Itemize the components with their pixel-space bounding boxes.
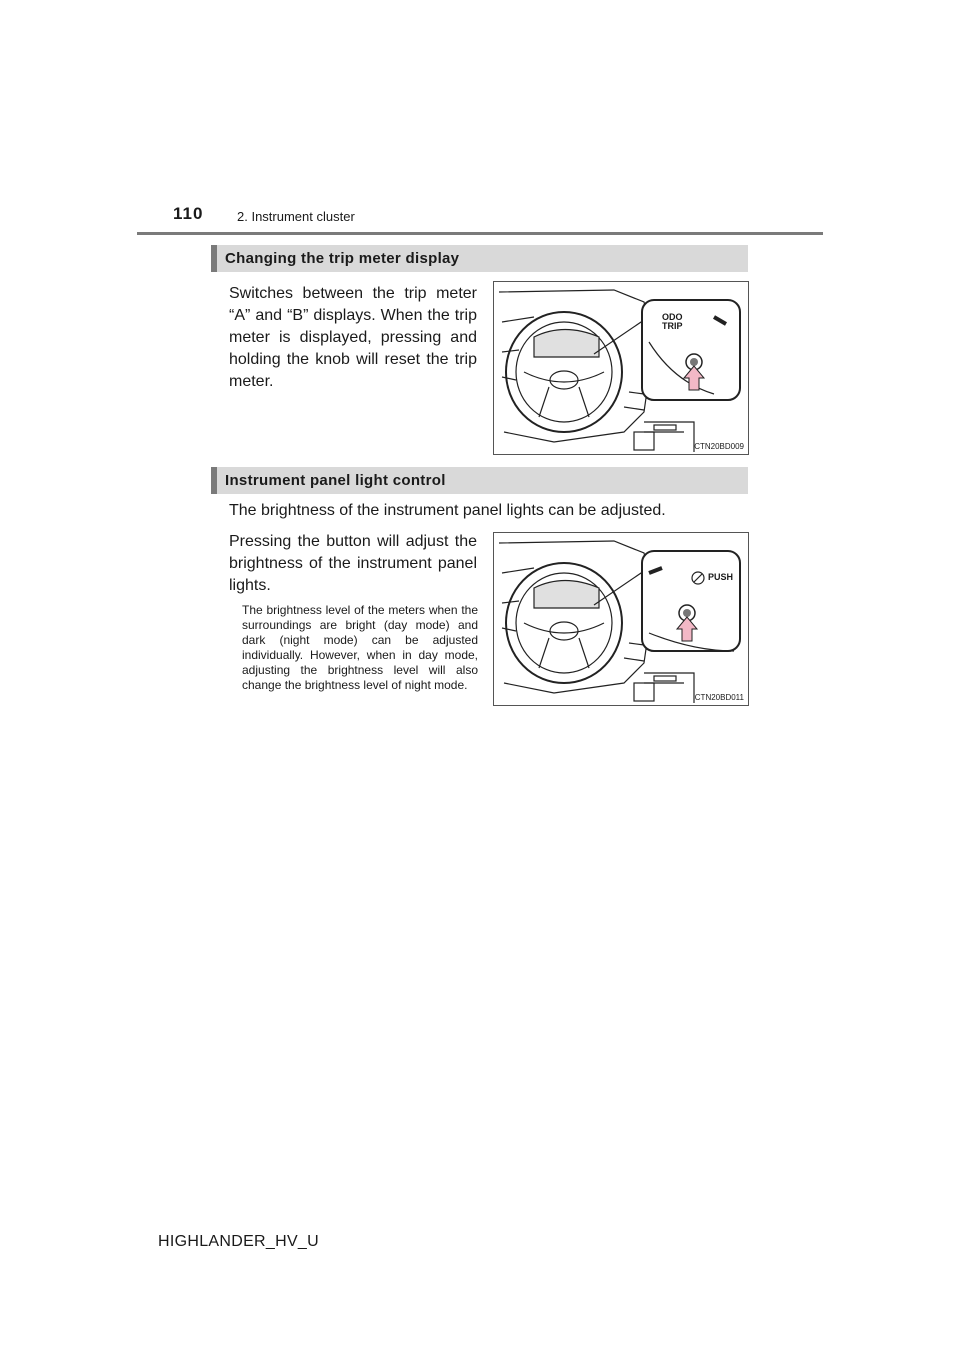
figure-code: CTN20BD011 bbox=[694, 693, 744, 702]
trip-label: TRIP bbox=[662, 321, 683, 331]
trip-meter-description: Switches between the trip meter “A” and “B” displays. When the trip meter is displayed, pressing and holding the knob will reset the trip meter. bbox=[229, 285, 477, 390]
footer-model: HIGHLANDER_HV_U bbox=[158, 1233, 319, 1250]
trip-meter-illustration bbox=[493, 281, 749, 455]
figure-code: CTN20BD009 bbox=[694, 442, 744, 451]
section-heading-text: Changing the trip meter display bbox=[225, 250, 460, 267]
page-number: 110 bbox=[173, 204, 204, 223]
section-heading-panel-light bbox=[211, 467, 748, 494]
chapter-title: 2. Instrument cluster bbox=[237, 209, 355, 224]
header-divider bbox=[137, 232, 823, 235]
panel-light-description: Pressing the button will adjust the brightness of the instrument panel lights. bbox=[229, 533, 477, 594]
section-heading-trip-meter bbox=[211, 245, 748, 272]
dashboard-steering-illustration bbox=[494, 533, 748, 705]
panel-light-intro: The brightness of the instrument panel lights can be adjusted. bbox=[229, 502, 666, 519]
panel-light-illustration bbox=[493, 532, 749, 706]
panel-light-note: The brightness level of the meters when the surroundings are bright (day mode) and dark (night mode) can be adjusted individually. However, when in day mode, adjusting the brightness level will also change the brightness level of night mode. bbox=[242, 603, 478, 692]
push-label: PUSH bbox=[708, 572, 734, 582]
dashboard-steering-illustration bbox=[494, 282, 748, 454]
section-heading-text: Instrument panel light control bbox=[225, 472, 446, 489]
odo-label: ODO bbox=[662, 312, 683, 322]
